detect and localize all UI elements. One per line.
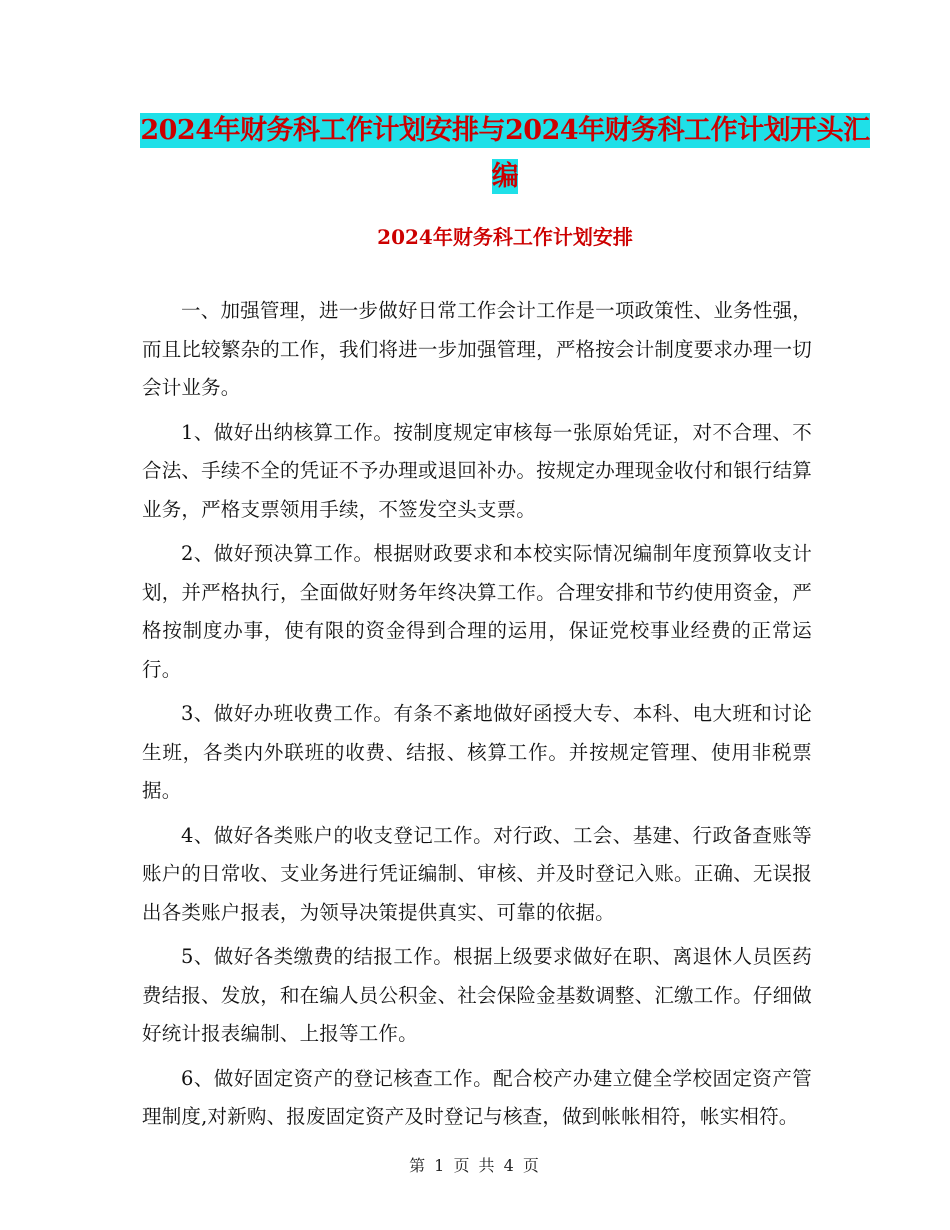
document-body bbox=[142, 292, 812, 1143]
paragraph-item-6: 6、做好固定资产的登记核查工作。配合校产办建立健全学校固定资产管理制度,对新购、报废固定资产及时登记与核查，做到帐帐相符，帐实相符。 bbox=[142, 1066, 812, 1128]
paragraph-intro: 一、加强管理，进一步做好日常工作会计工作是一项政策性、业务性强，而且比较繁杂的工作，我们将进一步加强管理，严格按会计制度要求办理一切会计业务。 bbox=[142, 299, 812, 399]
section-title: 2024年财务科工作计划安排 bbox=[377, 225, 633, 249]
document-title bbox=[140, 108, 870, 200]
page-footer: 第 1 页 共 4 页 bbox=[409, 1156, 541, 1175]
paragraph-item-1: 1、做好出纳核算工作。按制度规定审核每一张原始凭证，对不合理、不合法、手续不全的凭证不予办理或退回补办。按规定办理现金收付和银行结算业务，严格支票领用手续，不签发空头支票。 bbox=[142, 420, 812, 521]
paragraph-item-5: 5、做好各类缴费的结报工作。根据上级要求做好在职、离退休人员医药费结报、发放，和在编人员公积金、社会保险金基数调整、汇缴工作。仔细做好统计报表编制、上报等工作。 bbox=[142, 945, 812, 1045]
paragraph-item-4: 4、做好各类账户的收支登记工作。对行政、工会、基建、行政备查账等账户的日常收、支业务进行凭证编制、审核、并及时登记入账。正确、无误报出各类账户报表，为领导决策提供真实、可靠的依据。 bbox=[142, 823, 812, 924]
document-title-text: 2024年财务科工作计划安排与2024年财务科工作计划开头汇编 bbox=[140, 115, 870, 192]
paragraph-item-3: 3、做好办班收费工作。有条不紊地做好函授大专、本科、电大班和讨论生班，各类内外联班的收费、结报、核算工作。并按规定管理、使用非税票据。 bbox=[142, 702, 812, 802]
paragraph-item-2: 2、做好预决算工作。根据财政要求和本校实际情况编制年度预算收支计划，并严格执行，全面做好财务年终决算工作。合理安排和节约使用资金，严格按制度办事，使有限的资金得到合理的运用，保证党校事业经费的正常运行。 bbox=[142, 542, 812, 681]
